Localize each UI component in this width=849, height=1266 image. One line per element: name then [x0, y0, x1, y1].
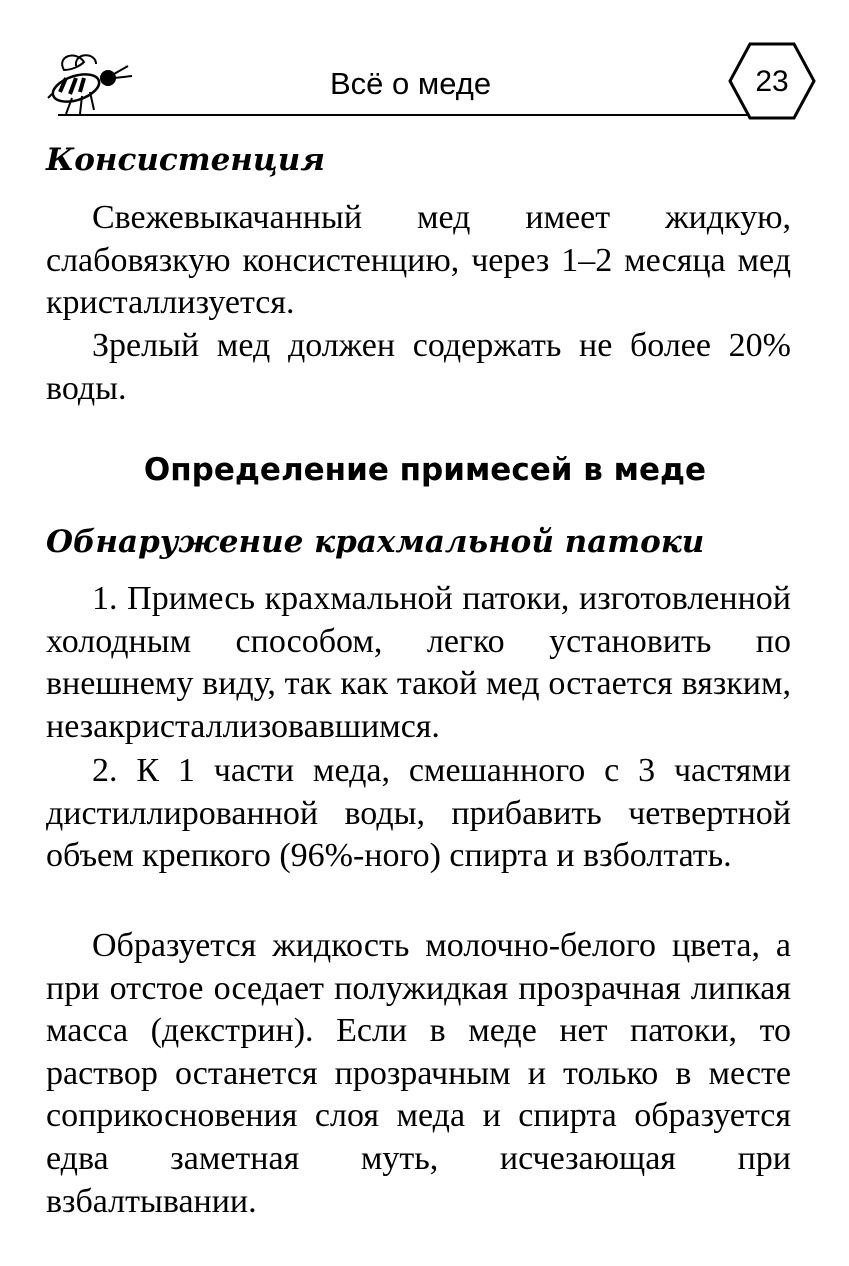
- section-heading-impurities: Определение примесей в меде: [143, 452, 707, 488]
- paragraph-consistency-2: Зрелый мед должен содержать не более 20% воды.: [46, 327, 791, 407]
- section-heading-consistency: Консистенция: [46, 142, 325, 178]
- page-header: [46, 40, 816, 122]
- section-heading-starch: Обнаружение крахмальной патоки: [46, 524, 705, 560]
- paragraph-starch-2: 2. К 1 части меда, смешанного с 3 частями дистиллированной воды, прибавить четвертной объем крепкого (96%-ного) спирта и взболтать.: [46, 752, 791, 875]
- paragraph-consistency-1: Свежевыкачанный мед имеет жидкую, слабовязкую консистенцию, через 1–2 месяца мед кристаллизуется.: [46, 199, 791, 322]
- bee-icon: [46, 48, 136, 122]
- paragraph-starch-3: Образуется жидкость молочно-белого цвета, а при отстое оседает полужидкая прозрачная липкая масса (декстрин). Если в меде нет патоки, то раствор останется прозрачным и только в месте соприкосновения слоя меда и спирта образуется едва заметная муть, исчезающая при взбалтывании.: [46, 927, 791, 1220]
- header-rule: [58, 114, 770, 116]
- header-title: Всё о меде: [330, 66, 492, 101]
- paragraph-starch-1: 1. Примесь крахмальной патоки, изготовленной холодным способом, легко установить по внешнему виду, так как такой мед остается вязким, незакристаллизовавшимся.: [46, 580, 791, 745]
- page-number: 23: [755, 65, 789, 98]
